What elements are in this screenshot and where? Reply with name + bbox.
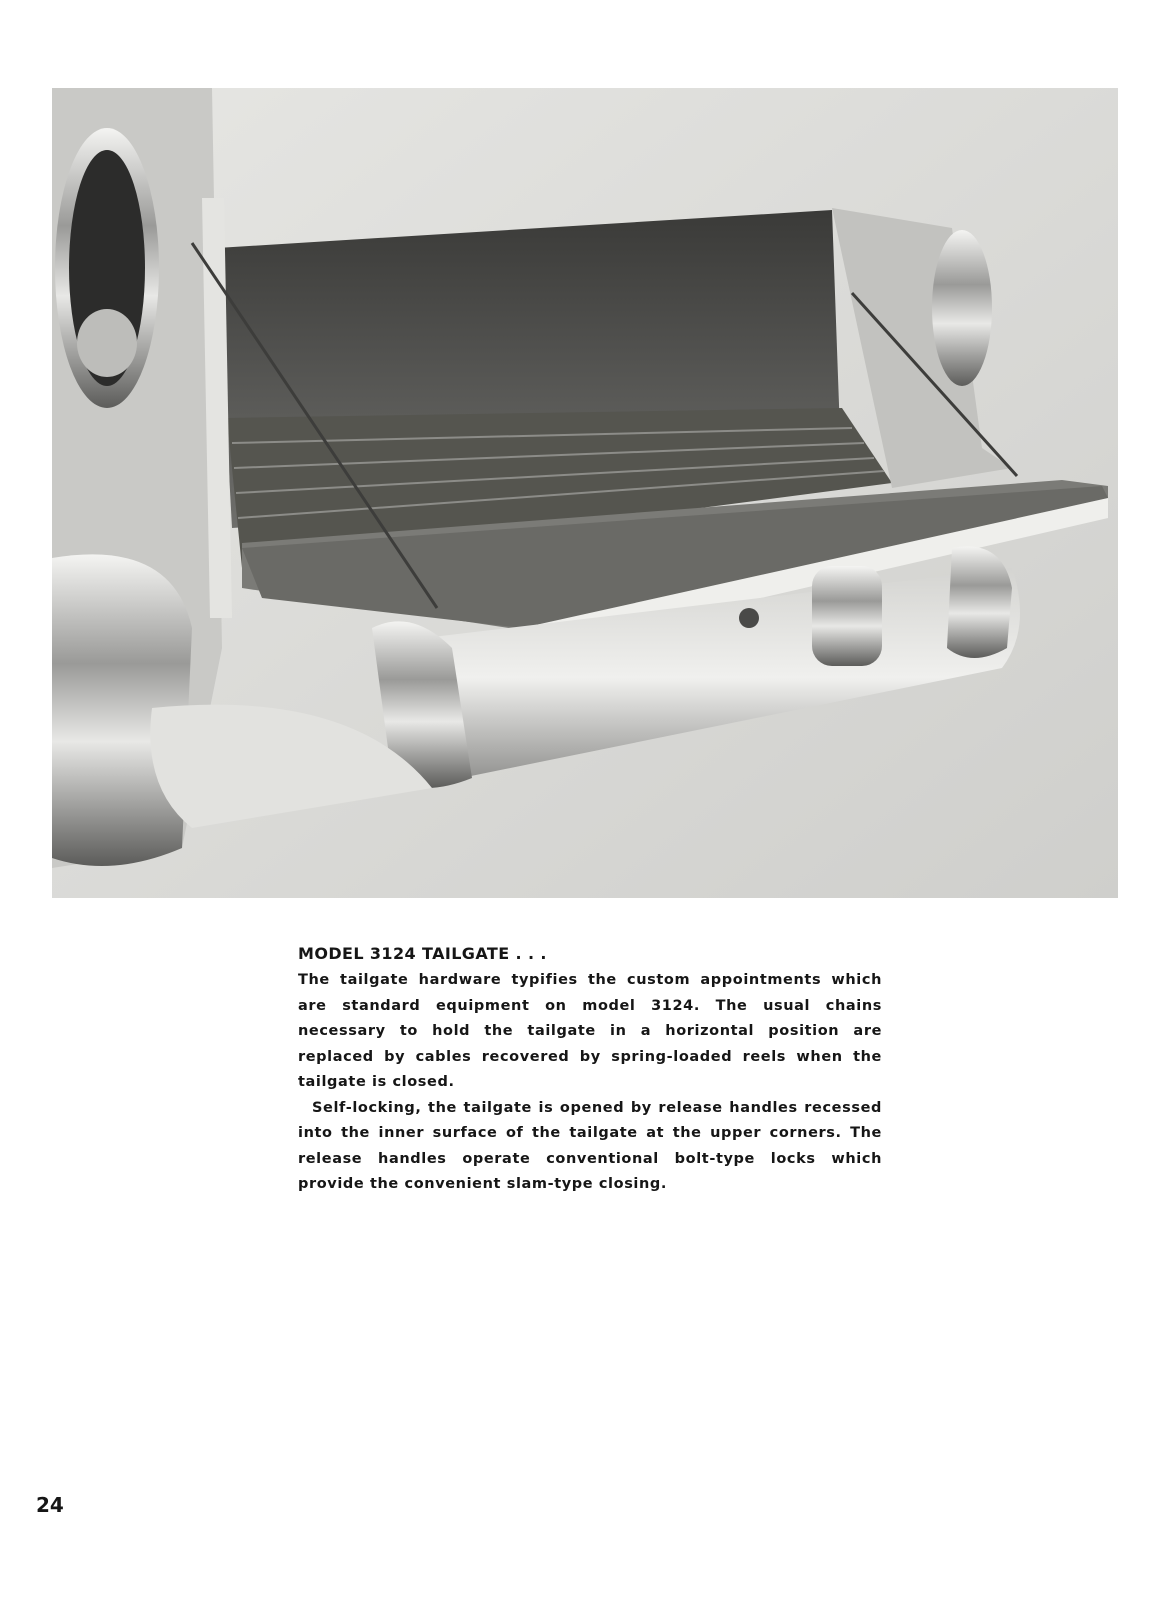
caption-heading: MODEL 3124 TAILGATE . . . [298, 944, 547, 963]
caption-paragraph-2: Self-locking, the tailgate is opened by release handles recessed into the inner surface of the tailgate at the upper corners. The release handles operate conventional bolt-type locks which provide the convenient slam-type closing. [298, 1099, 882, 1192]
caption-paragraph-1: The tailgate hardware typifies the custom appointments which are standard equipment on model 3124. The usual chains necessary to hold the tailgate in a horizontal position are replaced by cables recovered by spring-loaded reels when the tailgate is closed. [298, 972, 882, 1090]
caption [298, 944, 882, 1198]
page-number: 24 [36, 1493, 64, 1517]
tailgate-photo [52, 88, 1118, 898]
